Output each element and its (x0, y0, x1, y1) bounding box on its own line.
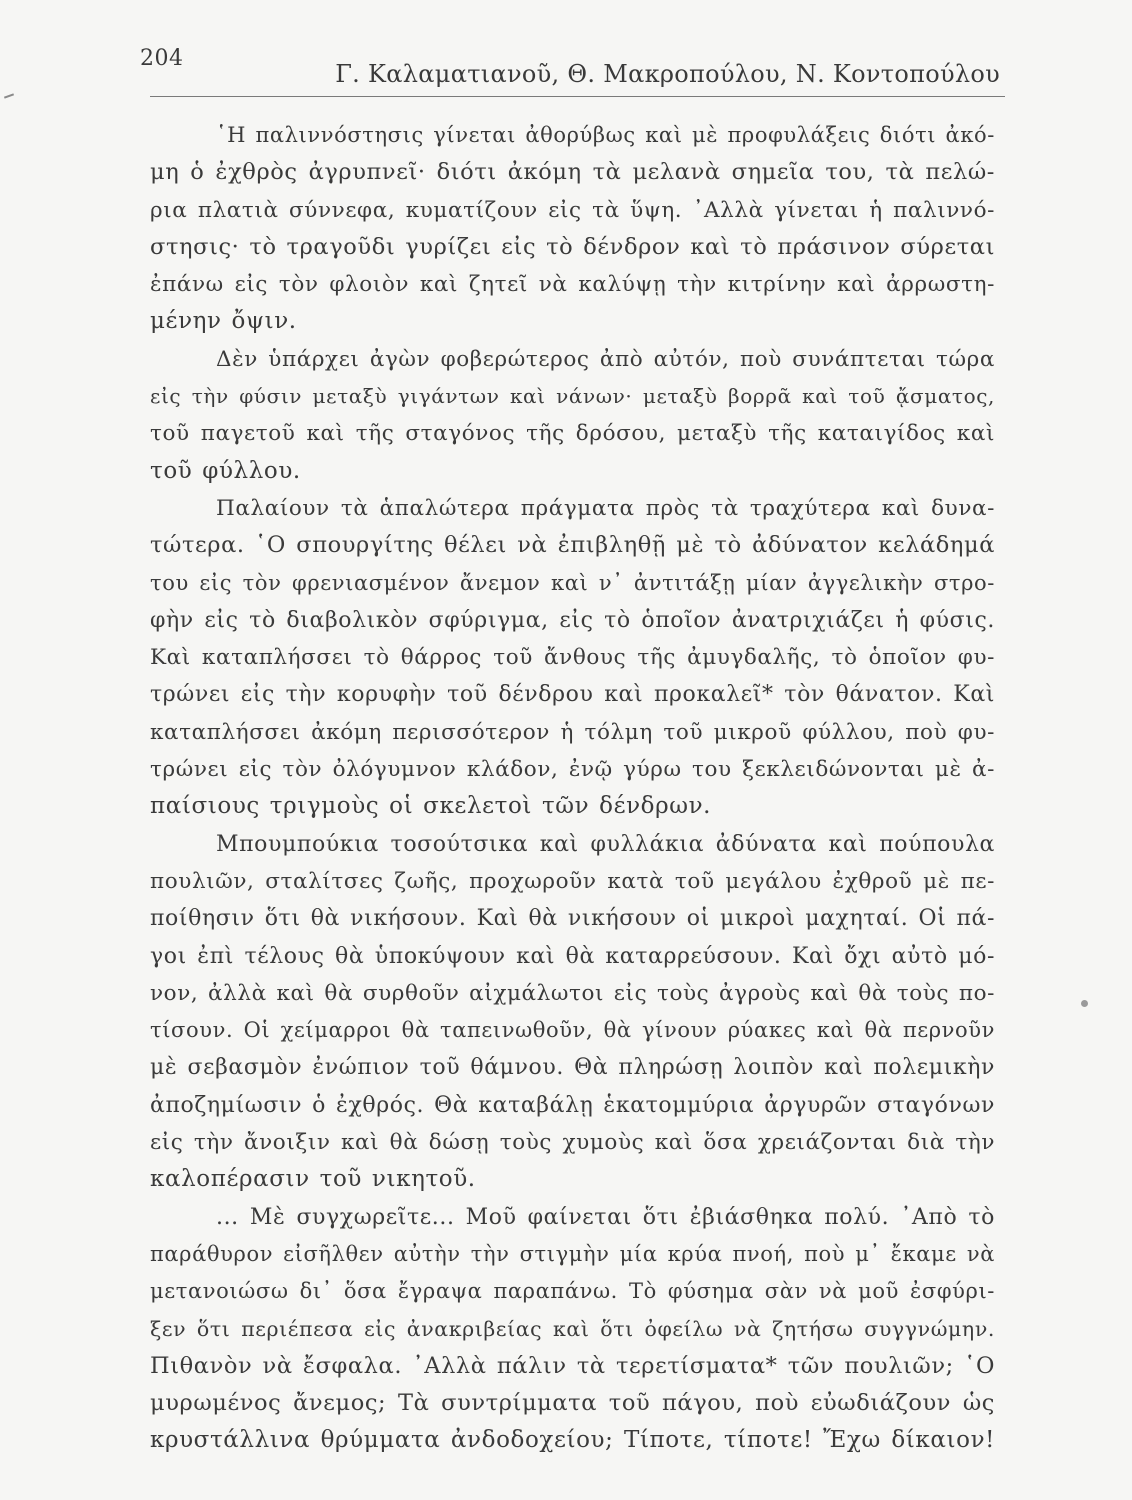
text-line: Μπουμπούκια τοσούτσικα καὶ φυλλάκια ἀδύνατα καὶ πούπουλα (216, 831, 995, 857)
text-line: τοῦ φύλλου. (150, 457, 301, 484)
text-line: φὴν εἰς τὸ διαβολικὸν σφύριγμα, εἰς τὸ ὁποῖον ἀνατριχιάζει ἡ φύσις. (150, 607, 995, 633)
text-line: μένην ὄψιν. (150, 308, 297, 335)
text-line: Καὶ καταπλήσσει τὸ θάρρος τοῦ ἄνθους τῆς ἀμυγδαλῆς, τὸ ὁποῖον φυ- (150, 645, 995, 671)
text-line: ῾Η παλιννόστησις γίνεται ἀθορύβως καὶ μὲ προφυλάξεις διότι ἀκό- (216, 123, 995, 147)
text-line: τώτερα. ῾Ο σπουργίτης θέλει νὰ ἐπιβληθῇ μὲ τὸ ἀδύνατον κελάδημά (150, 532, 995, 559)
text-line: ἀποζημίωσιν ὁ ἐχθρός. Θὰ καταβάλῃ ἑκατομμύρια ἀργυρῶν σταγόνων (150, 1092, 995, 1118)
page-header (140, 40, 1000, 90)
text-line: του εἰς τὸν φρενιασμένον ἄνεμον καὶ ν᾿ ἀντιτάξῃ μίαν ἀγγελικὴν στρο- (150, 570, 995, 595)
text-line: μυρωμένος ἄνεμος; Τὰ συντρίμματα τοῦ πάγου, ποὺ εὐωδιάζουν ὡς (150, 1390, 995, 1417)
text-line: μετανοιώσω δι᾿ ὅσα ἔγραψα παραπάνω. Τὸ φύσημα σὰν νὰ μοῦ ἐσφύρι- (150, 1279, 995, 1304)
text-line: ... Μὲ συγχωρεῖτε... Μοῦ φαίνεται ὅτι ἐβιάσθηκα πολύ. ᾿Απὸ τὸ (216, 1204, 995, 1230)
margin-ink-dot (1081, 1000, 1088, 1007)
running-head-authors: Γ. Καλαματιανοῦ, Θ. Μακροπούλου, Ν. Κοντοπούλου (335, 60, 1000, 88)
text-line: τρώνει εἰς τὸν ὀλόγυμνον κλάδον, ἐνῷ γύρω του ξεκλειδώνονται μὲ ἀ- (150, 757, 995, 783)
text-line: ποίθησιν ὅτι θὰ νικήσουν. Καὶ θὰ νικήσουν οἱ μικροὶ μαχηταί. Οἱ πά- (150, 906, 995, 932)
text-line: ξεν ὅτι περιέπεσα εἰς ἀνακριβείας καὶ ὅτι ὀφείλω νὰ ζητήσω συγγνώμην. (150, 1316, 995, 1341)
text-line: καλοπέρασιν τοῦ νικητοῦ. (150, 1166, 476, 1193)
text-line: καταπλήσσει ἀκόμη περισσότερον ἡ τόλμη τοῦ μικροῦ φύλλου, ποὺ φυ- (150, 719, 995, 745)
text-line: παίσιους τριγμοὺς οἱ σκελετοὶ τῶν δένδρων. (150, 793, 712, 820)
body-text (150, 117, 995, 1460)
text-line: εἰς τὴν φύσιν μεταξὺ γιγάντων καὶ νάνων· μεταξὺ βορρᾶ καὶ τοῦ ᾄσματος, (150, 384, 995, 409)
text-line: γοι ἐπὶ τέλους θὰ ὑποκύψουν καὶ θὰ καταρρεύσουν. Καὶ ὄχι αὐτὸ μό- (150, 943, 995, 969)
text-line: νον, ἀλλὰ καὶ θὰ συρθοῦν αἰχμάλωτοι εἰς τοὺς ἀγροὺς καὶ θὰ τοὺς πο- (150, 980, 995, 1006)
text-line: τίσουν. Οἱ χείμαρροι θὰ ταπεινωθοῦν, θὰ γίνουν ρύακες καὶ θὰ περνοῦν (150, 1018, 995, 1043)
text-line: παράθυρον εἰσῆλθεν αὐτὴν τὴν στιγμὴν μία κρύα πνοή, ποὺ μ᾿ ἔκαμε νὰ (150, 1241, 995, 1266)
text-line: Δὲν ὑπάρχει ἀγὼν φοβερώτερος ἀπὸ αὐτόν, ποὺ συνάπτεται τώρα (216, 346, 995, 372)
text-line: μὲ σεβασμὸν ἐνώπιον τοῦ θάμνου. Θὰ πληρώσῃ λοιπὸν καὶ πολεμικὴν (150, 1055, 995, 1081)
text-line: Παλαίουν τὰ ἁπαλώτερα πράγματα πρὸς τὰ τραχύτερα καὶ δυνα- (216, 495, 995, 521)
text-line: στησις· τὸ τραγοῦδι γυρίζει εἰς τὸ δένδρον καὶ τὸ πράσινον σύρεται (150, 233, 995, 260)
text-line: ἐπάνω εἰς τὸν φλοιὸν καὶ ζητεῖ νὰ καλύψῃ τὴν κιτρίνην καὶ ἀρρωστη- (150, 272, 995, 298)
text-line: πουλιῶν, σταλίτσες ζωῆς, προχωροῦν κατὰ τοῦ μεγάλου ἐχθροῦ μὲ πε- (150, 868, 995, 894)
text-line: Πιθανὸν νὰ ἔσφαλα. ᾿Αλλὰ πάλιν τὰ τερετίσματα* τῶν πουλιῶν; ῾Ο (150, 1352, 995, 1379)
text-line: κρυστάλλινα θρύμματα ἀνδοδοχείου; Τίποτε, τίποτε! Ἔχω δίκαιον! (150, 1427, 995, 1454)
margin-scan-mark (4, 93, 14, 98)
page-number: 204 (140, 46, 184, 71)
text-line: τρώνει εἰς τὴν κορυφὴν τοῦ δένδρου καὶ προκαλεῖ* τὸν θάνατον. Καὶ (150, 682, 995, 708)
header-rule (150, 96, 1005, 97)
text-line: τοῦ παγετοῦ καὶ τῆς σταγόνος τῆς δρόσου, μεταξὺ τῆς καταιγίδος καὶ (150, 421, 995, 447)
text-line: εἰς τὴν ἄνοιξιν καὶ θὰ δώσῃ τοὺς χυμοὺς καὶ ὅσα χρειάζονται διὰ τὴν (150, 1130, 995, 1156)
text-line: ρια πλατιὰ σύννεφα, κυματίζουν εἰς τὰ ὕψη. ᾿Αλλὰ γίνεται ἡ παλιννό- (150, 197, 995, 223)
text-line: μη ὁ ἐχθρὸς ἀγρυπνεῖ· διότι ἀκόμη τὰ μελανὰ σημεῖα του, τὰ πελώ- (150, 159, 995, 186)
